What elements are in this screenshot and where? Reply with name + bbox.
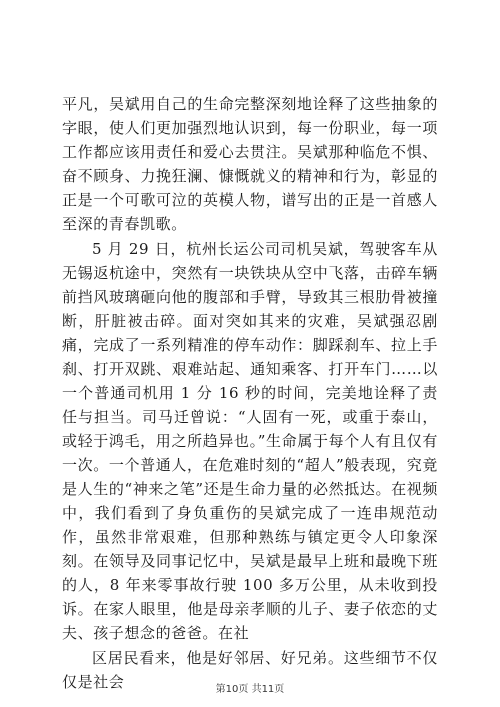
paragraph-1: 平凡，吴斌用自己的生命完整深刻地诠释了这些抽象的字眼，使人们更加强烈地认识到，每一份职业，每一项工作都应该用责任和爱心去贯注。吴斌那种临危不惧、奋不顾身、力挽狂澜、慷慨就义的精神和行为，彰显的正是一个可歌可泣的英模人物，谱写出的正是一首感人至深的青春凯歌。 — [62, 95, 438, 233]
document-body — [62, 92, 438, 694]
paragraph-3: 区居民看来，他是好邻居、好兄弟。这些细节不仅仅是社会 — [62, 649, 438, 691]
page-footer — [0, 680, 500, 695]
page-number: 第10页 共11页 — [215, 684, 285, 695]
paragraph-2: 5 月 29 日，杭州长运公司司机吴斌，驾驶客车从无锡返杭途中，突然有一块铁块从空中飞落，击碎车辆前挡风玻璃砸向他的腹部和手臂，导致其三根肋骨被撞断，肝脏被击碎。面对突如其来的灾难，吴斌强忍剧痛，完成了一系列精准的停车动作：脚踩刹车、拉上手刹、打开双跳、艰难站起、通知乘客、打开车门……以一个普通司机用 1 分 16 秒的时间，完美地诠释了责任与担当。司马迁曾说：“人固有一死，或重于泰山，或轻于鸿毛，用之所趋异也。”生命属于每个人有且仅有一次。一个普通人，在危难时刻的“超人”般表现，究竟是人生的“神来之笔”还是生命力量的必然抵达。在视频中，我们看到了身负重伤的吴斌完成了一连串规范动作，虽然非常艰难，但那种熟练与镇定更令人印象深刻。在领导及同事记忆中，吴斌是最早上班和最晚下班的人，8 年来零事故行驶 100 多万公里，从未收到投诉。在家人眼里，他是母亲孝顺的儿子、妻子依恋的丈夫、孩子想念的爸爸。在社 — [62, 240, 438, 642]
